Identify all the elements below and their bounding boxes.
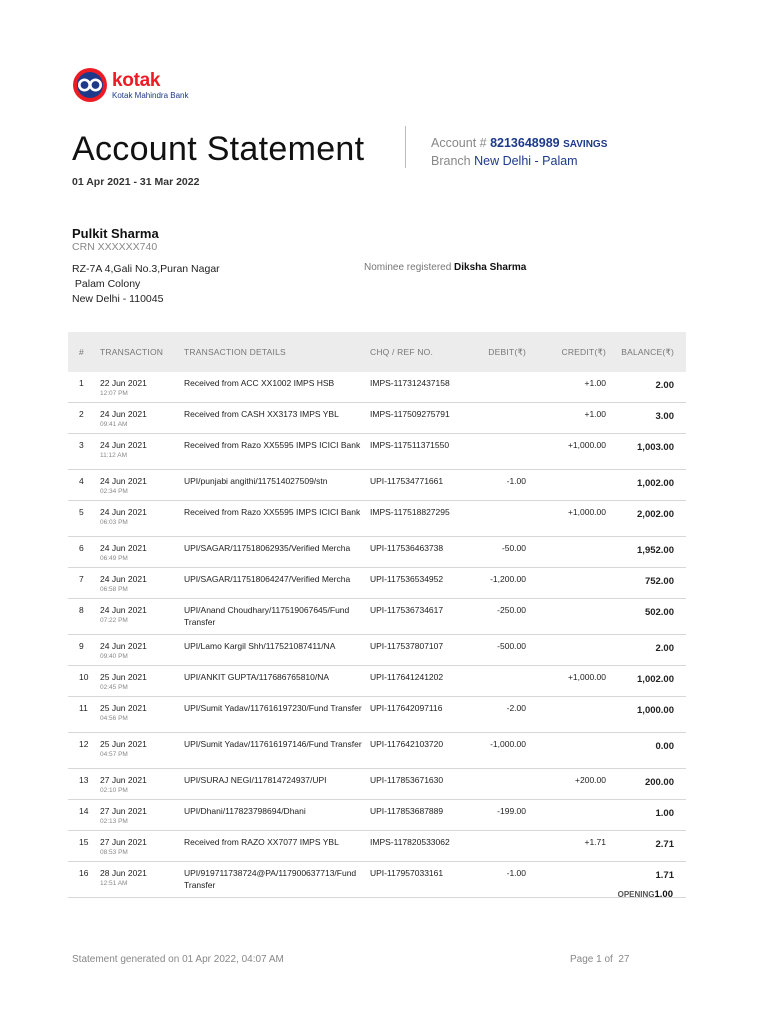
- row-details: UPI/Sumit Yadav/117616197230/Fund Transfer: [184, 703, 362, 713]
- header-number: #: [79, 347, 84, 357]
- row-details: Received from CASH XX3173 IMPS YBL: [184, 409, 339, 419]
- row-credit: [526, 862, 606, 897]
- row-ref: UPI-117642103720: [370, 739, 444, 749]
- row-ref: UPI-117537807107: [370, 641, 444, 651]
- row-ref: UPI-117957033161: [370, 868, 444, 878]
- table-body: [68, 372, 686, 898]
- row-balance: 1,952.00: [637, 545, 674, 556]
- row-number: 4: [79, 476, 84, 486]
- header-credit: CREDIT(₹): [561, 346, 606, 357]
- row-debit: -250.00: [497, 605, 526, 615]
- table-row: [68, 769, 686, 800]
- row-date: 27 Jun 2021: [100, 837, 147, 847]
- row-time: 02:13 PM: [100, 818, 128, 825]
- opening-label: OPENING: [617, 890, 655, 899]
- table-row: [68, 434, 686, 470]
- row-debit: [466, 831, 526, 861]
- row-balance: 2.71: [655, 839, 674, 850]
- row-debit: -1.00: [506, 476, 526, 486]
- row-ref: UPI-117853687889: [370, 806, 444, 816]
- row-time: 06:58 PM: [100, 586, 128, 593]
- row-balance: 2.00: [655, 643, 674, 654]
- row-details: UPI/Dhani/117823798694/Dhani: [184, 806, 306, 816]
- branch-info: [431, 154, 578, 168]
- row-date-cell: [98, 697, 184, 732]
- row-balance: 1.00: [655, 808, 674, 819]
- row-time: 09:40 PM: [100, 653, 128, 660]
- row-credit: [526, 470, 606, 500]
- row-time: 02:10 PM: [100, 787, 128, 794]
- generated-note: Statement generated on 01 Apr 2022, 04:07 AM: [72, 954, 284, 965]
- row-date-cell: [98, 733, 184, 768]
- row-debit: [466, 769, 526, 799]
- row-number: 2: [79, 409, 84, 419]
- row-debit: -2.00: [506, 703, 526, 713]
- row-ref: UPI-117642097116: [370, 703, 443, 713]
- row-credit: [526, 635, 606, 665]
- table-row: [68, 599, 686, 635]
- row-ref: UPI-117536534952: [370, 574, 444, 584]
- row-debit: -1.00: [506, 868, 526, 878]
- row-date: 24 Jun 2021: [100, 543, 147, 553]
- table-row: [68, 697, 686, 733]
- nominee-name: Diksha Sharma: [454, 262, 527, 273]
- row-details: UPI/ANKIT GUPTA/117686765810/NA: [184, 672, 330, 682]
- kotak-logo-icon: [72, 67, 108, 103]
- row-number: 15: [79, 837, 89, 847]
- row-ref: UPI-117536734617: [370, 605, 444, 615]
- row-debit: -1,200.00: [490, 574, 526, 584]
- row-balance: 502.00: [644, 607, 674, 618]
- row-time: 11:12 AM: [100, 452, 127, 459]
- row-ref: UPI-117853671630: [370, 775, 444, 785]
- row-date-cell: [98, 434, 184, 469]
- header-debit: DEBIT(₹): [488, 346, 526, 357]
- row-number: 11: [79, 703, 88, 713]
- row-date: 27 Jun 2021: [100, 806, 147, 816]
- row-ref: IMPS-117511371550: [370, 440, 450, 450]
- row-credit: +1.00: [584, 378, 606, 388]
- row-date-cell: [98, 800, 184, 830]
- row-number: 10: [79, 672, 89, 682]
- table-row: [68, 403, 686, 434]
- row-date: 22 Jun 2021: [100, 378, 147, 388]
- row-number: 5: [79, 507, 84, 517]
- table-row: [68, 568, 686, 599]
- row-date-cell: [98, 372, 184, 402]
- address-line: New Delhi - 110045: [72, 293, 164, 305]
- row-time: 02:34 PM: [100, 488, 128, 495]
- row-time: 08:53 PM: [100, 849, 128, 856]
- row-details: Received from ACC XX1002 IMPS HSB: [184, 378, 335, 388]
- row-number: 8: [79, 605, 84, 615]
- row-time: 06:03 PM: [100, 519, 128, 526]
- nominee-info: [364, 262, 526, 273]
- row-date: 27 Jun 2021: [100, 775, 147, 785]
- row-ref: UPI-117536463738: [370, 543, 444, 553]
- row-ref: IMPS-117518827295: [370, 507, 450, 517]
- row-time: 04:57 PM: [100, 751, 128, 758]
- table-row: [68, 635, 686, 666]
- row-number: 12: [79, 739, 89, 749]
- row-date-cell: [98, 599, 184, 634]
- page-title: Account Statement: [72, 130, 365, 168]
- row-time: 04:56 PM: [100, 715, 128, 722]
- row-balance: 1.71: [655, 870, 674, 881]
- header-balance: BALANCE(₹): [621, 346, 674, 357]
- row-details: Received from Razo XX5595 IMPS ICICI Bank: [184, 440, 361, 450]
- header-details: TRANSACTION DETAILS: [184, 347, 286, 357]
- row-time: 12:51 AM: [100, 880, 128, 887]
- account-type: SAVINGS: [563, 139, 608, 150]
- row-date: 24 Jun 2021: [100, 476, 147, 486]
- row-balance: 1,003.00: [637, 442, 674, 453]
- row-debit: -50.00: [501, 543, 526, 553]
- row-debit: -199.00: [497, 806, 526, 816]
- row-date-cell: [98, 470, 184, 500]
- row-date: 24 Jun 2021: [100, 574, 147, 584]
- row-balance: 2.00: [655, 380, 674, 391]
- row-date: 24 Jun 2021: [100, 605, 147, 615]
- row-details: UPI/919711738724@PA/117900637713/Fund Transfer: [184, 868, 357, 890]
- row-balance: 2,002.00: [637, 509, 674, 520]
- row-details: UPI/SAGAR/117518062935/Verified Mercha: [184, 543, 351, 553]
- row-number: 6: [79, 543, 84, 553]
- row-balance: 1,002.00: [637, 478, 674, 489]
- row-ref: IMPS-117312437158: [370, 378, 450, 388]
- table-row: [68, 666, 686, 697]
- row-debit: [466, 666, 526, 696]
- row-credit: +1.71: [584, 837, 606, 847]
- row-date-cell: [98, 666, 184, 696]
- statement-period: 01 Apr 2021 - 31 Mar 2022: [72, 176, 200, 188]
- row-balance: 752.00: [644, 576, 674, 587]
- bank-name: kotak: [112, 69, 161, 91]
- page-number: Page 1 of 27: [570, 954, 630, 965]
- opening-value: 1.00: [654, 889, 673, 900]
- opening-balance: [618, 889, 673, 900]
- row-date-cell: [98, 635, 184, 665]
- row-credit: +1.00: [584, 409, 606, 419]
- row-balance: 1,002.00: [637, 674, 674, 685]
- row-date: 24 Jun 2021: [100, 507, 147, 517]
- account-label: Account #: [431, 136, 487, 150]
- row-ref: UPI-117641241202: [370, 672, 444, 682]
- row-details: UPI/SURAJ NEGI/117814724937/UPI: [184, 775, 327, 785]
- row-credit: [526, 599, 606, 634]
- row-date-cell: [98, 862, 184, 897]
- row-number: 7: [79, 574, 84, 584]
- row-date-cell: [98, 568, 184, 598]
- row-date: 25 Jun 2021: [100, 703, 147, 713]
- header-divider: [405, 126, 406, 168]
- row-details: Received from RAZO XX7077 IMPS YBL: [184, 837, 339, 847]
- row-date-cell: [98, 831, 184, 861]
- row-date: 24 Jun 2021: [100, 641, 147, 651]
- address-line: RZ-7A 4,Gali No.3,Puran Nagar: [72, 263, 220, 275]
- row-date: 28 Jun 2021: [100, 868, 147, 878]
- row-debit: [466, 403, 526, 433]
- row-number: 9: [79, 641, 84, 651]
- row-time: 06:49 PM: [100, 555, 128, 562]
- row-details: UPI/Sumit Yadav/117616197146/Fund Transfer: [184, 739, 362, 749]
- row-credit: +200.00: [575, 775, 606, 785]
- row-credit: +1,000.00: [567, 672, 606, 682]
- account-info: [431, 136, 607, 150]
- row-number: 16: [79, 868, 89, 878]
- row-credit: [526, 800, 606, 830]
- header-ref: CHQ / REF NO.: [370, 347, 434, 357]
- row-debit: [466, 501, 526, 536]
- table-row: [68, 470, 686, 501]
- table-row: [68, 831, 686, 862]
- row-balance: 0.00: [655, 741, 674, 752]
- row-debit: [466, 372, 526, 402]
- row-balance: 200.00: [644, 777, 674, 788]
- branch-name: New Delhi - Palam: [474, 154, 578, 168]
- bank-subtitle: Kotak Mahindra Bank: [112, 90, 189, 100]
- row-time: 12:07 PM: [100, 390, 128, 397]
- row-number: 1: [79, 378, 84, 388]
- table-row: [68, 733, 686, 769]
- table-row: [68, 537, 686, 568]
- row-credit: +1,000.00: [567, 507, 606, 517]
- row-credit: [526, 733, 606, 768]
- row-credit: [526, 568, 606, 598]
- row-details: UPI/punjabi angithi/117514027509/stn: [184, 476, 328, 486]
- table-row: [68, 372, 686, 403]
- row-details: UPI/SAGAR/117518064247/Verified Mercha: [184, 574, 351, 584]
- account-number: 8213648989: [490, 136, 560, 150]
- row-ref: IMPS-117820533062: [370, 837, 450, 847]
- transactions-table: [68, 332, 686, 898]
- row-date: 24 Jun 2021: [100, 440, 147, 450]
- table-row: [68, 501, 686, 537]
- row-debit: -500.00: [497, 641, 526, 651]
- row-debit: [466, 434, 526, 469]
- customer-crn: CRN XXXXXX740: [72, 241, 158, 253]
- row-balance: 1,000.00: [637, 705, 674, 716]
- address-line: Palam Colony: [72, 278, 141, 290]
- row-number: 14: [79, 806, 89, 816]
- row-date: 24 Jun 2021: [100, 409, 147, 419]
- row-time: 02:45 PM: [100, 684, 128, 691]
- row-date-cell: [98, 403, 184, 433]
- customer-address: [72, 262, 220, 307]
- row-time: 07:22 PM: [100, 617, 128, 624]
- table-row: [68, 800, 686, 831]
- bank-logo: [72, 67, 189, 103]
- row-number: 3: [79, 440, 84, 450]
- row-date-cell: [98, 537, 184, 567]
- row-details: UPI/Anand Choudhary/117519067645/Fund Transfer: [184, 605, 350, 627]
- row-time: 09:41 AM: [100, 421, 128, 428]
- nominee-label: Nominee registered: [364, 262, 452, 273]
- row-date: 25 Jun 2021: [100, 672, 147, 682]
- customer-name: Pulkit Sharma: [72, 226, 159, 241]
- table-header: [68, 332, 686, 372]
- row-details: Received from Razo XX5595 IMPS ICICI Bank: [184, 507, 361, 517]
- row-number: 13: [79, 775, 89, 785]
- table-row: [68, 862, 686, 898]
- row-date-cell: [98, 769, 184, 799]
- row-ref: UPI-117534771661: [370, 476, 444, 486]
- row-credit: [526, 697, 606, 732]
- row-credit: [526, 537, 606, 567]
- row-debit: -1,000.00: [490, 739, 526, 749]
- row-date: 25 Jun 2021: [100, 739, 147, 749]
- row-balance: 3.00: [655, 411, 674, 422]
- row-ref: IMPS-117509275791: [370, 409, 450, 419]
- row-credit: +1,000.00: [567, 440, 606, 450]
- header-transaction: TRANSACTION: [100, 347, 164, 357]
- branch-label: Branch: [431, 154, 471, 168]
- row-details: UPI/Lamo Kargil Shh/117521087411/NA: [184, 641, 336, 651]
- row-date-cell: [98, 501, 184, 536]
